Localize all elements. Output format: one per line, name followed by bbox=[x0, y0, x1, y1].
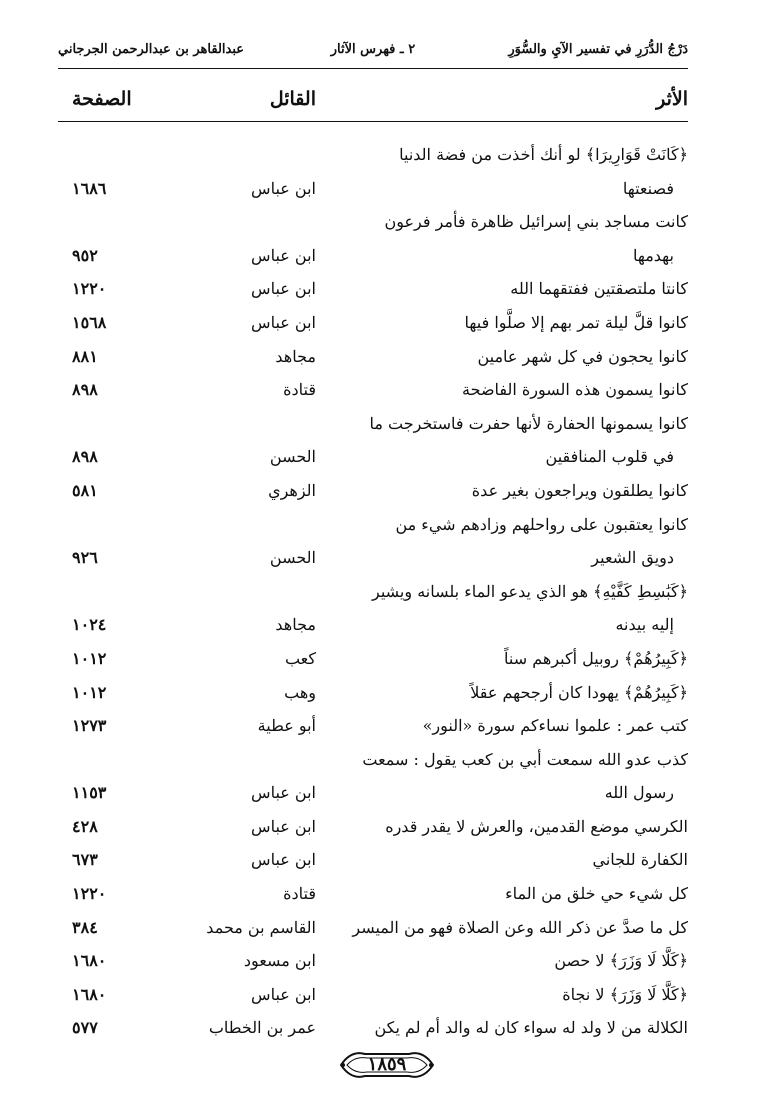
table-row bbox=[58, 406, 688, 440]
page-ref: ٩٥٢ bbox=[72, 245, 98, 265]
page-ref: ٨٩٨ bbox=[72, 380, 98, 400]
athar-text: إليه بيدنه bbox=[615, 615, 674, 635]
table-row bbox=[58, 439, 688, 473]
running-head bbox=[58, 38, 688, 62]
speaker-name: ابن عباس bbox=[251, 816, 316, 836]
page-ref: ١٢٧٣ bbox=[72, 716, 107, 736]
column-header-speaker: القائل bbox=[269, 88, 316, 110]
page-number-ornament bbox=[337, 1048, 437, 1082]
table-row bbox=[58, 271, 688, 305]
speaker-name: ابن عباس bbox=[251, 245, 316, 265]
page-ref: ١٢٢٠ bbox=[72, 279, 107, 299]
speaker-name: ابن عباس bbox=[251, 783, 316, 803]
athar-text: كذب عدو الله سمعت أبي بن كعب يقول : سمعت bbox=[362, 749, 688, 769]
page-ref: ١٠١٢ bbox=[72, 682, 107, 702]
table-row bbox=[58, 540, 688, 574]
column-header-athar: الأثر bbox=[656, 88, 688, 110]
athar-text: رسول الله bbox=[604, 783, 674, 803]
page-ref: ١٦٨٠ bbox=[72, 951, 107, 971]
athar-text: الكلالة من لا ولد له سواء كان له والد أم لم يكن bbox=[374, 1018, 688, 1038]
table-row bbox=[58, 910, 688, 944]
table-row bbox=[58, 171, 688, 205]
page-ref: ١٥٦٨ bbox=[72, 312, 107, 332]
athar-index-table bbox=[58, 137, 688, 1044]
column-header-page: الصفحة bbox=[72, 88, 132, 110]
table-row bbox=[58, 876, 688, 910]
speaker-name: ابن عباس bbox=[251, 279, 316, 299]
table-row bbox=[58, 675, 688, 709]
speaker-name: قتادة bbox=[283, 380, 316, 400]
table-row bbox=[58, 372, 688, 406]
speaker-name: الزهري bbox=[268, 480, 316, 500]
page-ref: ١٦٨٦ bbox=[72, 178, 107, 198]
page-ref: ٥٧٧ bbox=[72, 1018, 98, 1038]
speaker-name: عمر بن الخطاب bbox=[208, 1018, 316, 1038]
page-ref: ٣٨٤ bbox=[72, 917, 98, 937]
section-title: ٢ ـ فهرس الآثار bbox=[330, 42, 416, 57]
header-rule bbox=[58, 68, 688, 69]
speaker-name: الحسن bbox=[269, 548, 316, 568]
athar-text: كل ما صدَّ عن ذكر الله وعن الصلاة فهو من الميسر bbox=[352, 917, 688, 937]
athar-text: كانوا يحجون في كل شهر عامين bbox=[477, 346, 688, 366]
table-row bbox=[58, 943, 688, 977]
page-ref: ٥٨١ bbox=[72, 480, 98, 500]
table-row bbox=[58, 473, 688, 507]
athar-text: في قلوب المنافقين bbox=[545, 447, 674, 467]
table-row bbox=[58, 742, 688, 776]
speaker-name: مجاهد bbox=[275, 346, 316, 366]
author-name: عبدالقاهر بن عبدالرحمن الجرجاني bbox=[58, 42, 245, 57]
athar-text: ﴿كَبِيرُهُمْ﴾ يهودا كان أرجحهم عقلاً bbox=[470, 682, 688, 702]
athar-text: ﴿كَبِيرُهُمْ﴾ روبيل أكبرهم سناً bbox=[504, 648, 688, 668]
table-row bbox=[58, 305, 688, 339]
athar-text: كانوا يسمونها الحفارة لأنها حفرت فاستخرجت ما bbox=[369, 413, 688, 433]
column-headers bbox=[58, 88, 688, 116]
table-row bbox=[58, 507, 688, 541]
athar-text: بهدمها bbox=[632, 245, 674, 265]
athar-text: الكرسي موضع القدمين، والعرش لا يقدر قدره bbox=[385, 816, 688, 836]
athar-text: كانت مساجد بني إسرائيل ظاهرة فأمر فرعون bbox=[384, 212, 688, 232]
table-row bbox=[58, 842, 688, 876]
table-row bbox=[58, 574, 688, 608]
athar-text: دويق الشعير bbox=[591, 548, 674, 568]
table-row bbox=[58, 1010, 688, 1044]
table-row bbox=[58, 137, 688, 171]
page-ref: ٨٩٨ bbox=[72, 447, 98, 467]
page-ref: ٩٢٦ bbox=[72, 548, 98, 568]
speaker-name: ابن عباس bbox=[251, 312, 316, 332]
table-row bbox=[58, 708, 688, 742]
page-ref: ١١٥٣ bbox=[72, 783, 107, 803]
athar-text: ﴿كَانَتْ قَوَارِيرَا﴾ لو أنك أخذت من فضة الدنيا bbox=[399, 145, 688, 164]
page-ref: ٦٧٣ bbox=[72, 850, 98, 870]
table-row bbox=[58, 339, 688, 373]
athar-text: كانتا ملتصقتين ففتقهما الله bbox=[510, 279, 688, 299]
speaker-name: قتادة bbox=[283, 884, 316, 904]
athar-text: كانوا يعتقبون على رواحلهم وزادهم شيء من bbox=[395, 514, 688, 534]
table-row bbox=[58, 607, 688, 641]
speaker-name: القاسم بن محمد bbox=[206, 917, 316, 937]
book-title: دَرْجُ الدُّرَرِ في تفسير الآيِ والسُّوَرِ bbox=[508, 42, 688, 57]
athar-text: فصنعتها bbox=[622, 178, 674, 198]
page-number: ١٨٥٩ bbox=[367, 1054, 407, 1075]
page-ref: ١٠١٢ bbox=[72, 648, 107, 668]
speaker-name: الحسن bbox=[269, 447, 316, 467]
speaker-name: ابن عباس bbox=[251, 178, 316, 198]
table-row bbox=[58, 641, 688, 675]
column-header-rule bbox=[58, 121, 688, 122]
table-row bbox=[58, 204, 688, 238]
athar-text: ﴿كَلَّا لَا وَزَرَ﴾ لا حصن bbox=[554, 951, 688, 971]
speaker-name: وهب bbox=[284, 682, 316, 702]
speaker-name: ابن عباس bbox=[251, 850, 316, 870]
page-ref: ١٠٢٤ bbox=[72, 615, 107, 635]
athar-text: ﴿كَبَٰسِطِ كَفَّيْهِ﴾ هو الذي يدعو الماء بلسانه ويشير bbox=[372, 581, 688, 601]
page-ref: ٨٨١ bbox=[72, 346, 98, 366]
page-ref: ١٦٨٠ bbox=[72, 984, 107, 1004]
athar-text: كتب عمر : علموا نساءكم سورة «النور» bbox=[422, 716, 688, 736]
athar-text: كانوا يسمون هذه السورة الفاضحة bbox=[462, 380, 688, 400]
speaker-name: أبو عطية bbox=[257, 716, 316, 736]
speaker-name: ابن عباس bbox=[251, 984, 316, 1004]
athar-text: كانوا يطلقون ويراجعون بغير عدة bbox=[471, 480, 688, 500]
speaker-name: ابن مسعود bbox=[243, 951, 316, 971]
table-row bbox=[58, 977, 688, 1011]
athar-text: الكفارة للجاني bbox=[592, 850, 688, 870]
athar-text: ﴿كَلَّا لَا وَزَرَ﴾ لا نجاة bbox=[562, 984, 688, 1004]
table-row bbox=[58, 238, 688, 272]
speaker-name: كعب bbox=[284, 648, 316, 668]
table-row bbox=[58, 809, 688, 843]
athar-text: كانوا قلَّ ليلة تمر بهم إلا صلَّوا فيها bbox=[464, 312, 688, 332]
athar-text: كل شيء حي خلق من الماء bbox=[505, 884, 688, 904]
page-ref: ١٢٢٠ bbox=[72, 884, 107, 904]
table-row bbox=[58, 775, 688, 809]
speaker-name: مجاهد bbox=[275, 615, 316, 635]
page-ref: ٤٢٨ bbox=[72, 816, 98, 836]
